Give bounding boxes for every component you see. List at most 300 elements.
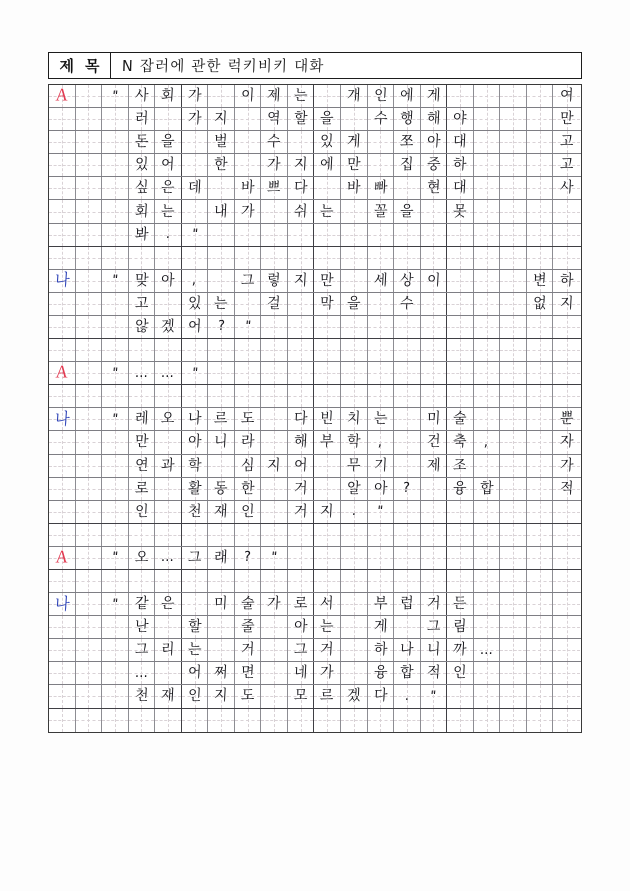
manuscript-char[interactable] xyxy=(447,154,474,176)
manuscript-cell[interactable] xyxy=(500,316,527,338)
manuscript-cell[interactable] xyxy=(421,478,448,500)
manuscript-cell[interactable] xyxy=(500,131,527,153)
manuscript-char[interactable] xyxy=(341,293,368,315)
manuscript-cell[interactable] xyxy=(500,177,527,199)
manuscript-char[interactable] xyxy=(129,593,156,615)
manuscript-cell[interactable] xyxy=(394,224,421,246)
quote-mark[interactable] xyxy=(102,362,129,384)
manuscript-char[interactable] xyxy=(288,639,315,661)
manuscript-cell[interactable] xyxy=(553,524,580,546)
manuscript-char[interactable] xyxy=(553,154,580,176)
manuscript-cell[interactable] xyxy=(288,339,315,361)
manuscript-cell[interactable] xyxy=(474,524,501,546)
manuscript-cell[interactable] xyxy=(368,547,395,569)
manuscript-cell[interactable] xyxy=(102,570,129,592)
manuscript-cell[interactable] xyxy=(76,408,103,430)
manuscript-char[interactable] xyxy=(314,108,341,130)
manuscript-cell[interactable] xyxy=(341,570,368,592)
manuscript-cell[interactable] xyxy=(368,385,395,407)
manuscript-cell[interactable] xyxy=(368,524,395,546)
manuscript-cell[interactable] xyxy=(474,224,501,246)
manuscript-cell[interactable] xyxy=(49,247,76,269)
manuscript-cell[interactable] xyxy=(341,662,368,684)
manuscript-char[interactable] xyxy=(208,662,235,684)
manuscript-char[interactable] xyxy=(208,478,235,500)
manuscript-cell[interactable] xyxy=(368,709,395,732)
manuscript-cell[interactable] xyxy=(76,455,103,477)
punctuation[interactable] xyxy=(368,431,395,453)
punctuation[interactable] xyxy=(208,316,235,338)
manuscript-cell[interactable] xyxy=(447,224,474,246)
manuscript-cell[interactable] xyxy=(500,224,527,246)
manuscript-cell[interactable] xyxy=(394,177,421,199)
manuscript-char[interactable] xyxy=(341,131,368,153)
manuscript-cell[interactable] xyxy=(102,177,129,199)
manuscript-char[interactable] xyxy=(288,616,315,638)
manuscript-cell[interactable] xyxy=(394,524,421,546)
manuscript-cell[interactable] xyxy=(49,177,76,199)
manuscript-cell[interactable] xyxy=(76,339,103,361)
manuscript-char[interactable] xyxy=(553,131,580,153)
manuscript-cell[interactable] xyxy=(76,593,103,615)
manuscript-cell[interactable] xyxy=(474,200,501,222)
manuscript-cell[interactable] xyxy=(155,108,182,130)
manuscript-cell[interactable] xyxy=(500,293,527,315)
manuscript-char[interactable] xyxy=(553,478,580,500)
manuscript-char[interactable] xyxy=(368,408,395,430)
manuscript-cell[interactable] xyxy=(235,709,262,732)
manuscript-cell[interactable] xyxy=(421,339,448,361)
manuscript-char[interactable] xyxy=(314,593,341,615)
manuscript-char[interactable] xyxy=(553,177,580,199)
manuscript-cell[interactable] xyxy=(182,200,209,222)
manuscript-cell[interactable] xyxy=(474,685,501,707)
manuscript-cell[interactable] xyxy=(261,478,288,500)
manuscript-cell[interactable] xyxy=(288,316,315,338)
manuscript-char[interactable] xyxy=(314,431,341,453)
manuscript-char[interactable] xyxy=(288,270,315,292)
manuscript-char[interactable] xyxy=(235,455,262,477)
manuscript-cell[interactable] xyxy=(235,570,262,592)
manuscript-char[interactable] xyxy=(394,131,421,153)
manuscript-cell[interactable] xyxy=(474,316,501,338)
manuscript-cell[interactable] xyxy=(102,293,129,315)
manuscript-char[interactable] xyxy=(129,547,156,569)
manuscript-cell[interactable] xyxy=(76,177,103,199)
manuscript-cell[interactable] xyxy=(500,408,527,430)
manuscript-char[interactable] xyxy=(155,131,182,153)
manuscript-cell[interactable] xyxy=(235,339,262,361)
manuscript-char[interactable] xyxy=(447,616,474,638)
manuscript-cell[interactable] xyxy=(76,385,103,407)
manuscript-char[interactable] xyxy=(261,593,288,615)
manuscript-cell[interactable] xyxy=(553,547,580,569)
manuscript-cell[interactable] xyxy=(208,385,235,407)
manuscript-cell[interactable] xyxy=(261,362,288,384)
manuscript-char[interactable] xyxy=(261,108,288,130)
manuscript-cell[interactable] xyxy=(421,224,448,246)
manuscript-char[interactable] xyxy=(208,200,235,222)
speaker-marker-b[interactable] xyxy=(49,270,76,292)
manuscript-cell[interactable] xyxy=(261,501,288,523)
manuscript-cell[interactable] xyxy=(261,339,288,361)
manuscript-cell[interactable] xyxy=(261,570,288,592)
manuscript-char[interactable] xyxy=(261,270,288,292)
manuscript-cell[interactable] xyxy=(76,247,103,269)
manuscript-char[interactable] xyxy=(288,108,315,130)
manuscript-cell[interactable] xyxy=(261,316,288,338)
manuscript-cell[interactable] xyxy=(527,662,554,684)
manuscript-char[interactable] xyxy=(288,478,315,500)
manuscript-char[interactable] xyxy=(129,224,156,246)
manuscript-char[interactable] xyxy=(368,685,395,707)
manuscript-char[interactable] xyxy=(155,593,182,615)
manuscript-cell[interactable] xyxy=(394,455,421,477)
manuscript-char[interactable] xyxy=(261,293,288,315)
manuscript-char[interactable] xyxy=(341,478,368,500)
manuscript-cell[interactable] xyxy=(314,247,341,269)
manuscript-char[interactable] xyxy=(288,200,315,222)
manuscript-char[interactable] xyxy=(447,639,474,661)
manuscript-cell[interactable] xyxy=(474,570,501,592)
manuscript-cell[interactable] xyxy=(288,385,315,407)
manuscript-cell[interactable] xyxy=(447,293,474,315)
manuscript-cell[interactable] xyxy=(102,154,129,176)
manuscript-cell[interactable] xyxy=(421,547,448,569)
manuscript-char[interactable] xyxy=(182,662,209,684)
manuscript-cell[interactable] xyxy=(447,709,474,732)
manuscript-cell[interactable] xyxy=(500,593,527,615)
manuscript-char[interactable] xyxy=(421,662,448,684)
manuscript-cell[interactable] xyxy=(447,501,474,523)
manuscript-cell[interactable] xyxy=(500,662,527,684)
manuscript-cell[interactable] xyxy=(261,639,288,661)
manuscript-char[interactable] xyxy=(208,431,235,453)
manuscript-cell[interactable] xyxy=(368,316,395,338)
manuscript-cell[interactable] xyxy=(155,524,182,546)
manuscript-cell[interactable] xyxy=(208,339,235,361)
manuscript-cell[interactable] xyxy=(447,685,474,707)
manuscript-char[interactable] xyxy=(368,639,395,661)
manuscript-cell[interactable] xyxy=(102,478,129,500)
manuscript-cell[interactable] xyxy=(421,316,448,338)
manuscript-char[interactable] xyxy=(155,85,182,107)
manuscript-cell[interactable] xyxy=(527,154,554,176)
manuscript-char[interactable] xyxy=(288,593,315,615)
manuscript-cell[interactable] xyxy=(76,431,103,453)
manuscript-char[interactable] xyxy=(341,431,368,453)
manuscript-cell[interactable] xyxy=(314,85,341,107)
manuscript-cell[interactable] xyxy=(155,385,182,407)
manuscript-char[interactable] xyxy=(182,478,209,500)
manuscript-char[interactable] xyxy=(155,316,182,338)
manuscript-cell[interactable] xyxy=(102,685,129,707)
manuscript-char[interactable] xyxy=(553,408,580,430)
quote-mark[interactable] xyxy=(182,224,209,246)
manuscript-char[interactable] xyxy=(553,431,580,453)
manuscript-cell[interactable] xyxy=(76,639,103,661)
manuscript-cell[interactable] xyxy=(447,570,474,592)
manuscript-cell[interactable] xyxy=(553,501,580,523)
manuscript-cell[interactable] xyxy=(447,270,474,292)
manuscript-char[interactable] xyxy=(527,293,554,315)
manuscript-cell[interactable] xyxy=(261,524,288,546)
manuscript-char[interactable] xyxy=(288,685,315,707)
quote-mark[interactable] xyxy=(102,85,129,107)
speaker-marker-b[interactable] xyxy=(49,593,76,615)
manuscript-char[interactable] xyxy=(421,270,448,292)
manuscript-cell[interactable] xyxy=(421,293,448,315)
manuscript-cell[interactable] xyxy=(341,108,368,130)
quote-mark[interactable] xyxy=(368,501,395,523)
manuscript-cell[interactable] xyxy=(474,293,501,315)
manuscript-cell[interactable] xyxy=(49,616,76,638)
manuscript-char[interactable] xyxy=(261,177,288,199)
manuscript-cell[interactable] xyxy=(76,316,103,338)
manuscript-cell[interactable] xyxy=(447,362,474,384)
manuscript-char[interactable] xyxy=(314,501,341,523)
manuscript-char[interactable] xyxy=(368,108,395,130)
manuscript-cell[interactable] xyxy=(102,385,129,407)
manuscript-cell[interactable] xyxy=(500,108,527,130)
manuscript-char[interactable] xyxy=(288,408,315,430)
manuscript-cell[interactable] xyxy=(341,362,368,384)
manuscript-char[interactable] xyxy=(129,639,156,661)
manuscript-char[interactable] xyxy=(553,455,580,477)
manuscript-cell[interactable] xyxy=(527,570,554,592)
manuscript-cell[interactable] xyxy=(527,455,554,477)
manuscript-cell[interactable] xyxy=(261,616,288,638)
manuscript-cell[interactable] xyxy=(341,639,368,661)
manuscript-cell[interactable] xyxy=(447,247,474,269)
manuscript-cell[interactable] xyxy=(314,709,341,732)
manuscript-cell[interactable] xyxy=(447,85,474,107)
quote-mark[interactable] xyxy=(182,362,209,384)
manuscript-cell[interactable] xyxy=(102,709,129,732)
manuscript-cell[interactable] xyxy=(500,85,527,107)
manuscript-char[interactable] xyxy=(182,108,209,130)
manuscript-cell[interactable] xyxy=(314,455,341,477)
manuscript-char[interactable] xyxy=(129,316,156,338)
manuscript-cell[interactable] xyxy=(49,154,76,176)
manuscript-cell[interactable] xyxy=(76,131,103,153)
manuscript-cell[interactable] xyxy=(102,431,129,453)
manuscript-cell[interactable] xyxy=(49,709,76,732)
manuscript-cell[interactable] xyxy=(155,501,182,523)
manuscript-cell[interactable] xyxy=(474,154,501,176)
manuscript-char[interactable] xyxy=(182,177,209,199)
manuscript-char[interactable] xyxy=(394,200,421,222)
manuscript-cell[interactable] xyxy=(527,639,554,661)
manuscript-cell[interactable] xyxy=(208,177,235,199)
manuscript-cell[interactable] xyxy=(553,247,580,269)
manuscript-cell[interactable] xyxy=(394,385,421,407)
manuscript-cell[interactable] xyxy=(155,247,182,269)
manuscript-cell[interactable] xyxy=(182,593,209,615)
manuscript-char[interactable] xyxy=(314,200,341,222)
manuscript-cell[interactable] xyxy=(341,593,368,615)
manuscript-cell[interactable] xyxy=(474,408,501,430)
manuscript-char[interactable] xyxy=(368,593,395,615)
manuscript-cell[interactable] xyxy=(288,131,315,153)
manuscript-cell[interactable] xyxy=(102,339,129,361)
manuscript-cell[interactable] xyxy=(155,431,182,453)
manuscript-cell[interactable] xyxy=(288,524,315,546)
manuscript-cell[interactable] xyxy=(553,709,580,732)
manuscript-char[interactable] xyxy=(288,177,315,199)
manuscript-char[interactable] xyxy=(394,593,421,615)
manuscript-cell[interactable] xyxy=(421,570,448,592)
manuscript-cell[interactable] xyxy=(474,501,501,523)
manuscript-cell[interactable] xyxy=(129,524,156,546)
manuscript-cell[interactable] xyxy=(500,200,527,222)
manuscript-cell[interactable] xyxy=(394,501,421,523)
manuscript-cell[interactable] xyxy=(553,362,580,384)
manuscript-char[interactable] xyxy=(314,639,341,661)
manuscript-cell[interactable] xyxy=(474,247,501,269)
manuscript-cell[interactable] xyxy=(182,247,209,269)
manuscript-cell[interactable] xyxy=(447,524,474,546)
manuscript-char[interactable] xyxy=(235,431,262,453)
manuscript-char[interactable] xyxy=(288,85,315,107)
manuscript-cell[interactable] xyxy=(102,316,129,338)
manuscript-cell[interactable] xyxy=(527,501,554,523)
manuscript-cell[interactable] xyxy=(76,570,103,592)
manuscript-char[interactable] xyxy=(155,455,182,477)
manuscript-char[interactable] xyxy=(129,154,156,176)
manuscript-char[interactable] xyxy=(182,616,209,638)
manuscript-cell[interactable] xyxy=(500,270,527,292)
manuscript-cell[interactable] xyxy=(208,709,235,732)
manuscript-cell[interactable] xyxy=(527,431,554,453)
manuscript-cell[interactable] xyxy=(527,408,554,430)
manuscript-cell[interactable] xyxy=(500,154,527,176)
manuscript-char[interactable] xyxy=(447,108,474,130)
manuscript-char[interactable] xyxy=(421,639,448,661)
manuscript-char[interactable] xyxy=(368,662,395,684)
manuscript-cell[interactable] xyxy=(447,385,474,407)
manuscript-cell[interactable] xyxy=(235,131,262,153)
manuscript-cell[interactable] xyxy=(49,224,76,246)
manuscript-char[interactable] xyxy=(129,131,156,153)
manuscript-char[interactable] xyxy=(394,639,421,661)
manuscript-cell[interactable] xyxy=(394,431,421,453)
manuscript-cell[interactable] xyxy=(500,547,527,569)
manuscript-cell[interactable] xyxy=(474,593,501,615)
manuscript-char[interactable] xyxy=(394,108,421,130)
manuscript-cell[interactable] xyxy=(447,547,474,569)
manuscript-cell[interactable] xyxy=(235,362,262,384)
manuscript-cell[interactable] xyxy=(235,224,262,246)
manuscript-cell[interactable] xyxy=(527,385,554,407)
manuscript-cell[interactable] xyxy=(76,293,103,315)
manuscript-cell[interactable] xyxy=(474,709,501,732)
manuscript-cell[interactable] xyxy=(553,662,580,684)
manuscript-char[interactable] xyxy=(447,478,474,500)
manuscript-cell[interactable] xyxy=(527,685,554,707)
manuscript-char[interactable] xyxy=(235,685,262,707)
manuscript-cell[interactable] xyxy=(49,316,76,338)
manuscript-cell[interactable] xyxy=(394,547,421,569)
manuscript-cell[interactable] xyxy=(288,362,315,384)
manuscript-char[interactable] xyxy=(314,154,341,176)
manuscript-cell[interactable] xyxy=(500,385,527,407)
manuscript-char[interactable] xyxy=(368,455,395,477)
manuscript-char[interactable] xyxy=(235,85,262,107)
manuscript-cell[interactable] xyxy=(527,616,554,638)
manuscript-char[interactable] xyxy=(208,501,235,523)
manuscript-cell[interactable] xyxy=(527,362,554,384)
manuscript-char[interactable] xyxy=(553,293,580,315)
manuscript-char[interactable] xyxy=(527,270,554,292)
manuscript-char[interactable] xyxy=(235,501,262,523)
manuscript-cell[interactable] xyxy=(102,501,129,523)
manuscript-cell[interactable] xyxy=(527,478,554,500)
manuscript-char[interactable] xyxy=(421,431,448,453)
manuscript-cell[interactable] xyxy=(500,639,527,661)
manuscript-cell[interactable] xyxy=(102,224,129,246)
manuscript-char[interactable] xyxy=(129,108,156,130)
manuscript-cell[interactable] xyxy=(527,709,554,732)
manuscript-char[interactable] xyxy=(182,408,209,430)
manuscript-cell[interactable] xyxy=(474,547,501,569)
manuscript-char[interactable] xyxy=(208,547,235,569)
manuscript-cell[interactable] xyxy=(235,108,262,130)
manuscript-cell[interactable] xyxy=(49,685,76,707)
manuscript-char[interactable] xyxy=(394,662,421,684)
manuscript-cell[interactable] xyxy=(527,224,554,246)
quote-mark[interactable] xyxy=(102,547,129,569)
manuscript-cell[interactable] xyxy=(500,685,527,707)
manuscript-cell[interactable] xyxy=(102,662,129,684)
manuscript-char[interactable] xyxy=(155,685,182,707)
manuscript-char[interactable] xyxy=(368,177,395,199)
manuscript-cell[interactable] xyxy=(368,224,395,246)
manuscript-char[interactable] xyxy=(235,177,262,199)
manuscript-char[interactable] xyxy=(421,154,448,176)
manuscript-char[interactable] xyxy=(235,408,262,430)
manuscript-cell[interactable] xyxy=(368,362,395,384)
manuscript-char[interactable] xyxy=(421,108,448,130)
manuscript-char[interactable] xyxy=(261,455,288,477)
manuscript-cell[interactable] xyxy=(500,339,527,361)
manuscript-char[interactable] xyxy=(182,501,209,523)
manuscript-cell[interactable] xyxy=(341,339,368,361)
manuscript-char[interactable] xyxy=(368,200,395,222)
manuscript-cell[interactable] xyxy=(261,247,288,269)
manuscript-cell[interactable] xyxy=(527,85,554,107)
punctuation[interactable] xyxy=(394,478,421,500)
manuscript-char[interactable] xyxy=(129,685,156,707)
manuscript-cell[interactable] xyxy=(49,478,76,500)
quote-mark[interactable] xyxy=(235,316,262,338)
manuscript-char[interactable] xyxy=(155,408,182,430)
manuscript-char[interactable] xyxy=(314,408,341,430)
manuscript-cell[interactable] xyxy=(235,385,262,407)
manuscript-cell[interactable] xyxy=(421,524,448,546)
manuscript-char[interactable] xyxy=(421,131,448,153)
punctuation[interactable] xyxy=(474,639,501,661)
manuscript-cell[interactable] xyxy=(500,524,527,546)
manuscript-cell[interactable] xyxy=(49,131,76,153)
punctuation[interactable] xyxy=(155,362,182,384)
manuscript-char[interactable] xyxy=(235,200,262,222)
manuscript-cell[interactable] xyxy=(182,524,209,546)
manuscript-char[interactable] xyxy=(235,593,262,615)
manuscript-cell[interactable] xyxy=(129,709,156,732)
manuscript-cell[interactable] xyxy=(553,200,580,222)
manuscript-cell[interactable] xyxy=(314,316,341,338)
